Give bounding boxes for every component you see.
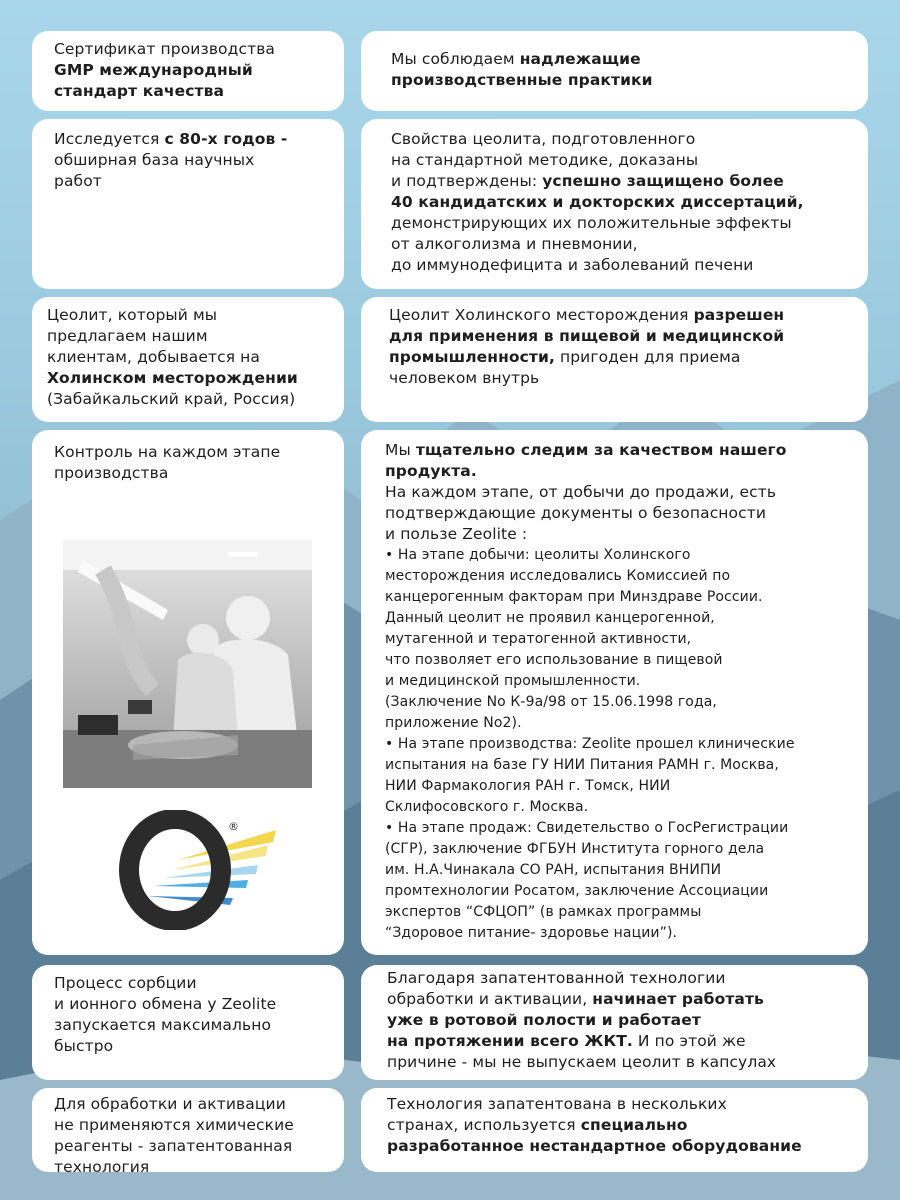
text: запускается максимально (54, 1016, 272, 1034)
detail-line: (СГР), заключение ФГБУН Института горного дела (385, 841, 765, 857)
text: Для обработки и активации (54, 1095, 286, 1113)
text: Процесс сорбции (54, 974, 197, 992)
card-food-medical-approval (361, 297, 868, 422)
text: И по этой же (632, 1032, 746, 1050)
text: работ (54, 172, 102, 190)
text: Исследуется (54, 130, 165, 148)
text: производства (54, 464, 169, 482)
card-research-since-80s (32, 119, 344, 289)
text: Цеолит Холинского месторождения (389, 306, 694, 324)
card-no-chemicals (32, 1088, 344, 1176)
text-bold: уже в ротовой полости и работает (387, 1011, 701, 1029)
text-bold: промышленности, (389, 348, 555, 366)
text-bold: GMP международный (54, 61, 253, 79)
document-details (385, 545, 844, 944)
text: Сертификат производства (54, 40, 276, 58)
text-bold: 40 кандидатских и докторских диссертаций, (391, 193, 804, 211)
detail-line: им. Н.А.Чинакала СО РАН, испытания ВНИПИ (385, 862, 722, 878)
detail-line: мутагенной и тератогенной активности, (385, 631, 692, 647)
detail-line: канцерогенным факторам при Минздраве России. (385, 589, 763, 605)
text: и ионного обмена у Zeolite (54, 995, 277, 1013)
text: Технология запатентована в нескольких (387, 1095, 727, 1113)
detail-line: Склифосовского г. Москва. (385, 799, 589, 815)
detail-line: • На этапе производства: Zeolite прошел клинические (385, 736, 795, 752)
card-quality-documents (361, 430, 868, 955)
detail-line: приложение No2). (385, 715, 522, 731)
detail-line: экспертов “СФЦОП” (в рамках программы (385, 904, 702, 920)
text: обработки и активации, (387, 990, 593, 1008)
detail-line: месторождения исследовались Комиссией по (385, 568, 731, 584)
text: странах, используется (387, 1116, 581, 1134)
detail-line: промтехнологии Росатом, заключение Ассоциации (385, 883, 769, 899)
text: (Забайкальский край, Россия) (47, 390, 296, 408)
text-bold: специально (580, 1116, 688, 1134)
text: реагенты - запатентованная (54, 1137, 293, 1155)
text-bold: стандарт качества (54, 82, 225, 100)
card-sorption-process (32, 965, 344, 1080)
text: обширная база научных (54, 151, 255, 169)
text: и подтверждены: (391, 172, 543, 190)
text-bold: тщательно следим за качеством нашего (415, 441, 787, 459)
text: Мы (385, 441, 416, 459)
text: и пользе Zeolite : (385, 525, 528, 543)
card-gmp-certificate (32, 31, 344, 111)
text-bold: надлежащие (519, 50, 641, 68)
text: клиентам, добывается на (47, 348, 260, 366)
text-bold: производственные практики (391, 71, 653, 89)
card-dissertations (361, 119, 868, 289)
text: Цеолит, который мы (47, 306, 218, 324)
text: человеком внутрь (389, 369, 540, 387)
text: Свойства цеолита, подготовленного (391, 130, 696, 148)
text-bold: начинает работать (592, 990, 764, 1008)
text: на стандартной методике, доказаны (391, 151, 699, 169)
text: Мы соблюдаем (391, 50, 520, 68)
text: Контроль на каждом этапе (54, 443, 281, 461)
detail-line: Данный цеолит не проявил канцерогенной, (385, 610, 715, 626)
card-patent-countries (361, 1088, 868, 1172)
detail-line: испытания на базе ГУ НИИ Питания РАМН г. Москва, (385, 757, 779, 773)
text: предлагаем нашим (47, 327, 208, 345)
detail-line: “Здоровое питание- здоровье нации”). (385, 925, 678, 941)
text: быстро (54, 1037, 114, 1055)
detail-line: (Заключение No К-9а/98 от 15.06.1998 года, (385, 694, 717, 710)
text: На каждом этапе, от добычи до продажи, есть (385, 483, 777, 501)
text-bold: Холинском месторождении (47, 369, 298, 387)
card-patented-activation (361, 965, 868, 1080)
text: технология (54, 1158, 150, 1176)
detail-line: что позволяет его использование в пищевой (385, 652, 723, 668)
zeolite-logo (108, 810, 278, 930)
laboratory-photo (63, 540, 312, 788)
text-bold: на протяжении всего ЖКТ. (387, 1032, 633, 1050)
detail-line: НИИ Фармакология РАН г. Томск, НИИ (385, 778, 671, 794)
text-bold: разработанное нестандартное оборудование (387, 1137, 802, 1155)
text-bold: разрешен (693, 306, 785, 324)
text-bold: для применения в пищевой и медицинской (389, 327, 785, 345)
registered-mark: ® (228, 820, 239, 833)
text: подтверждающие документы о безопасности (385, 504, 767, 522)
text: демонстрирующих их положительные эффекты (391, 214, 792, 232)
text-bold: с 80-х годов - (164, 130, 288, 148)
text: причине - мы не выпускаем цеолит в капсулах (387, 1053, 777, 1071)
text: от алкоголизма и пневмонии, (391, 235, 638, 253)
text-bold: успешно защищено более (542, 172, 784, 190)
text: до иммунодефицита и заболеваний печени (391, 256, 754, 274)
text: не применяются химические (54, 1116, 294, 1134)
detail-line: • На этапе продаж: Свидетельство о ГосРегистрации (385, 820, 789, 836)
text: пригоден для приема (554, 348, 741, 366)
card-kholinsky-deposit (32, 297, 344, 422)
text-bold: продукта. (385, 462, 477, 480)
card-good-practices (361, 31, 868, 111)
detail-line: • На этапе добычи: цеолиты Холинского (385, 547, 691, 563)
text: Благодаря запатентованной технологии (387, 969, 726, 987)
detail-line: и медицинской промышленности. (385, 673, 641, 689)
